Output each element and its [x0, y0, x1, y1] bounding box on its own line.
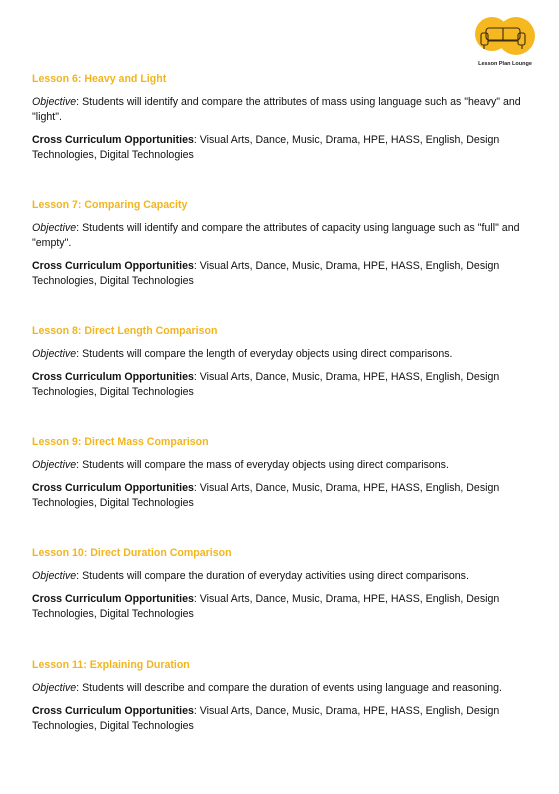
lesson-plan-lounge-logo [470, 14, 540, 72]
lesson-title: Lesson 9: Direct Mass Comparison [32, 436, 209, 448]
objective-label: Objective [32, 96, 77, 108]
logo-text: Lesson Plan Lounge [478, 61, 532, 67]
objective-label: Objective [32, 459, 77, 471]
objective-paragraph: Objective: Students will identify and compare the attributes of mass using language such as "heavy" and "light". [32, 96, 521, 123]
cross-curriculum-text: Visual Arts, Dance, Music, Drama, HPE, HASS, English, Design Technologies, Digital Technologies [32, 593, 500, 620]
sofa-logo-icon [474, 14, 536, 60]
cross-curriculum-paragraph: Cross Curriculum Opportunities: Visual Arts, Dance, Music, Drama, HPE, HASS, English, Design Technologies, Digital Technologies [32, 134, 500, 161]
objective-label: Objective [32, 222, 77, 234]
objective-paragraph: Objective: Students will identify and compare the attributes of capacity using language such as "full" and "empty". [32, 222, 520, 249]
objective-paragraph: Objective: Students will compare the mass of everyday objects using direct comparisons. [32, 459, 449, 471]
cross-curriculum-paragraph: Cross Curriculum Opportunities: Visual Arts, Dance, Music, Drama, HPE, HASS, English, Design Technologies, Digital Technologies [32, 482, 500, 509]
objective-paragraph: Objective: Students will describe and compare the duration of events using language and reasoning. [32, 682, 502, 694]
lesson-title: Lesson 11: Explaining Duration [32, 659, 190, 671]
cross-curriculum-text: Visual Arts, Dance, Music, Drama, HPE, HASS, English, Design Technologies, Digital Technologies [32, 260, 500, 287]
cross-curriculum-label: Cross Curriculum Opportunities [32, 482, 194, 494]
cross-curriculum-label: Cross Curriculum Opportunities [32, 705, 194, 717]
lesson-block [32, 73, 537, 171]
objective-text: Students will identify and compare the attributes of capacity using language such as "full" and "empty". [32, 222, 520, 249]
objective-text: Students will compare the length of everyday objects using direct comparisons. [82, 348, 453, 360]
cross-curriculum-paragraph: Cross Curriculum Opportunities: Visual Arts, Dance, Music, Drama, HPE, HASS, English, Design Technologies, Digital Technologies [32, 260, 500, 287]
lesson-block [32, 659, 537, 742]
cross-curriculum-text: Visual Arts, Dance, Music, Drama, HPE, HASS, English, Design Technologies, Digital Technologies [32, 371, 500, 398]
objective-label: Objective [32, 682, 77, 694]
objective-text: Students will compare the mass of everyday objects using direct comparisons. [82, 459, 449, 471]
lesson-block [32, 325, 537, 408]
cross-curriculum-text: Visual Arts, Dance, Music, Drama, HPE, HASS, English, Design Technologies, Digital Technologies [32, 482, 500, 509]
cross-curriculum-label: Cross Curriculum Opportunities [32, 260, 194, 272]
cross-curriculum-text: Visual Arts, Dance, Music, Drama, HPE, HASS, English, Design Technologies, Digital Technologies [32, 705, 500, 732]
lesson-block [32, 547, 537, 630]
cross-curriculum-paragraph: Cross Curriculum Opportunities: Visual Arts, Dance, Music, Drama, HPE, HASS, English, Design Technologies, Digital Technologies [32, 371, 500, 398]
objective-label: Objective [32, 570, 77, 582]
objective-paragraph: Objective: Students will compare the duration of everyday activities using direct comparisons. [32, 570, 469, 582]
cross-curriculum-label: Cross Curriculum Opportunities [32, 134, 194, 146]
cross-curriculum-paragraph: Cross Curriculum Opportunities: Visual Arts, Dance, Music, Drama, HPE, HASS, English, Design Technologies, Digital Technologies [32, 593, 500, 620]
lesson-title: Lesson 10: Direct Duration Comparison [32, 547, 232, 559]
lesson-title: Lesson 7: Comparing Capacity [32, 199, 188, 211]
lesson-title: Lesson 6: Heavy and Light [32, 73, 167, 85]
lesson-block [32, 199, 537, 297]
lesson-title: Lesson 8: Direct Length Comparison [32, 325, 218, 337]
lesson-block [32, 436, 537, 519]
objective-text: Students will describe and compare the duration of events using language and reasoning. [82, 682, 502, 694]
cross-curriculum-label: Cross Curriculum Opportunities [32, 593, 194, 605]
objective-text: Students will compare the duration of everyday activities using direct comparisons. [82, 570, 469, 582]
cross-curriculum-paragraph: Cross Curriculum Opportunities: Visual Arts, Dance, Music, Drama, HPE, HASS, English, Design Technologies, Digital Technologies [32, 705, 500, 732]
objective-paragraph: Objective: Students will compare the length of everyday objects using direct comparisons. [32, 348, 453, 360]
objective-text: Students will identify and compare the attributes of mass using language such as "heavy" and "light". [32, 96, 521, 123]
objective-label: Objective [32, 348, 77, 360]
cross-curriculum-label: Cross Curriculum Opportunities [32, 371, 194, 383]
cross-curriculum-text: Visual Arts, Dance, Music, Drama, HPE, HASS, English, Design Technologies, Digital Technologies [32, 134, 500, 161]
